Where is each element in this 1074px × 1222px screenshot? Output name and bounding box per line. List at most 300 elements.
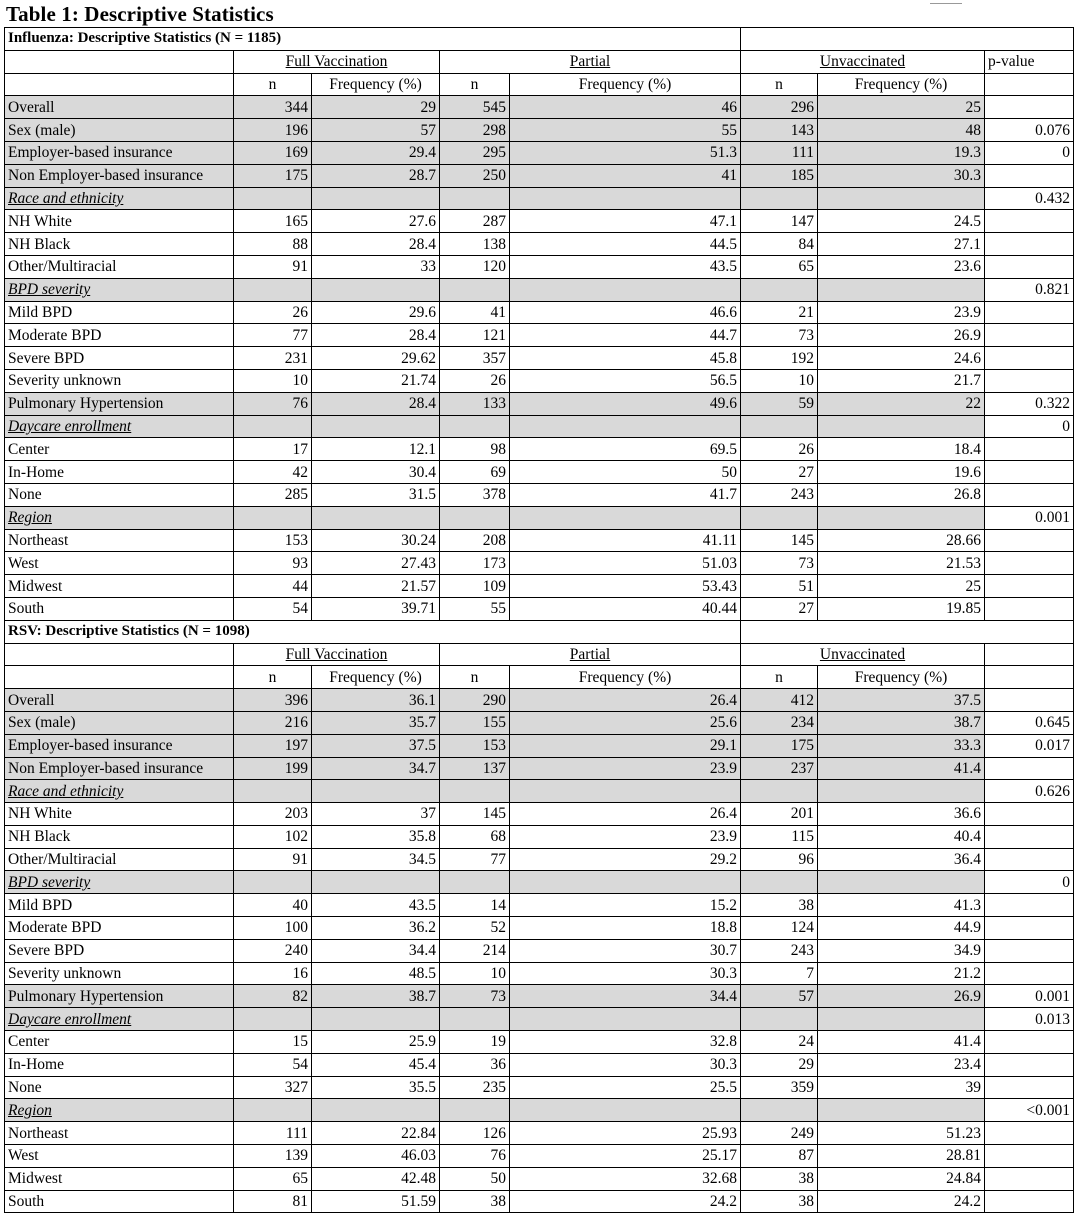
n-value: 545 xyxy=(440,96,510,119)
n-value: 357 xyxy=(440,347,510,370)
n-value: 298 xyxy=(440,119,510,142)
n-value: 73 xyxy=(741,324,818,347)
frequency-value: 46.03 xyxy=(312,1145,440,1168)
frequency-value: 34.4 xyxy=(312,939,440,962)
frequency-value: 36.2 xyxy=(312,917,440,940)
n-value: 133 xyxy=(440,392,510,415)
frequency-header: Frequency (%) xyxy=(312,666,440,689)
row-label: In-Home xyxy=(5,1053,234,1076)
frequency-value: 30.3 xyxy=(510,1053,741,1076)
n-value: 19 xyxy=(440,1031,510,1054)
p-value: 0.001 xyxy=(985,985,1074,1008)
table-row xyxy=(5,711,1074,734)
frequency-value: 40.44 xyxy=(510,597,741,620)
n-value: 73 xyxy=(440,985,510,1008)
frequency-value: 38.7 xyxy=(818,711,985,734)
n-value xyxy=(234,187,312,210)
table-row xyxy=(5,871,1074,894)
frequency-value xyxy=(510,871,741,894)
p-value xyxy=(985,347,1074,370)
n-value: 231 xyxy=(234,347,312,370)
p-value xyxy=(985,552,1074,575)
table-row xyxy=(5,1008,1074,1031)
frequency-value: 23.9 xyxy=(510,825,741,848)
frequency-value: 25 xyxy=(818,575,985,598)
row-label: None xyxy=(5,483,234,506)
frequency-value: 23.9 xyxy=(510,757,741,780)
frequency-value: 28.81 xyxy=(818,1145,985,1168)
frequency-value: 30.7 xyxy=(510,939,741,962)
frequency-value: 46 xyxy=(510,96,741,119)
n-value: 121 xyxy=(440,324,510,347)
n-value: 68 xyxy=(440,825,510,848)
frequency-value: 48.5 xyxy=(312,962,440,985)
n-value: 201 xyxy=(741,803,818,826)
table-row xyxy=(5,985,1074,1008)
n-value: 51 xyxy=(741,575,818,598)
p-value xyxy=(985,483,1074,506)
frequency-value: 24.2 xyxy=(818,1190,985,1213)
row-label: In-Home xyxy=(5,461,234,484)
frequency-value: 51.59 xyxy=(312,1190,440,1213)
frequency-value: 29.6 xyxy=(312,301,440,324)
n-value xyxy=(234,506,312,529)
n-value xyxy=(234,780,312,803)
p-value xyxy=(985,1145,1074,1168)
row-label: Other/Multiracial xyxy=(5,848,234,871)
n-value xyxy=(741,278,818,301)
n-value: 16 xyxy=(234,962,312,985)
frequency-value: 36.1 xyxy=(312,689,440,712)
column-header-row xyxy=(5,73,1074,96)
table-row xyxy=(5,324,1074,347)
frequency-value: 34.7 xyxy=(312,757,440,780)
frequency-value: 41.7 xyxy=(510,483,741,506)
p-value xyxy=(985,894,1074,917)
n-value: 192 xyxy=(741,347,818,370)
p-value xyxy=(985,233,1074,256)
n-value xyxy=(440,1008,510,1031)
n-value: 285 xyxy=(234,483,312,506)
frequency-value: 29.62 xyxy=(312,347,440,370)
frequency-value: 49.6 xyxy=(510,392,741,415)
row-label: Daycare enrollment xyxy=(5,415,234,438)
n-value: 296 xyxy=(741,96,818,119)
frequency-value: 28.7 xyxy=(312,164,440,187)
table-row xyxy=(5,369,1074,392)
frequency-value: 50 xyxy=(510,461,741,484)
p-value xyxy=(985,301,1074,324)
frequency-value: 51.3 xyxy=(510,141,741,164)
frequency-value: 19.6 xyxy=(818,461,985,484)
table-row xyxy=(5,894,1074,917)
row-label: Sex (male) xyxy=(5,711,234,734)
frequency-value: 35.5 xyxy=(312,1076,440,1099)
p-value xyxy=(985,1053,1074,1076)
frequency-value: 34.4 xyxy=(510,985,741,1008)
frequency-value: 41.3 xyxy=(818,894,985,917)
frequency-value xyxy=(510,1008,741,1031)
table-cell xyxy=(5,73,234,96)
n-value: 115 xyxy=(741,825,818,848)
frequency-value xyxy=(818,187,985,210)
n-value xyxy=(234,278,312,301)
n-value: 21 xyxy=(741,301,818,324)
n-value: 65 xyxy=(741,255,818,278)
n-value xyxy=(234,871,312,894)
table-row xyxy=(5,392,1074,415)
frequency-value: 39.71 xyxy=(312,597,440,620)
p-value: 0.432 xyxy=(985,187,1074,210)
n-value xyxy=(741,506,818,529)
n-value xyxy=(440,780,510,803)
frequency-value: 18.8 xyxy=(510,917,741,940)
n-value: 54 xyxy=(234,597,312,620)
frequency-value: 51.03 xyxy=(510,552,741,575)
n-value: 87 xyxy=(741,1145,818,1168)
n-value: 169 xyxy=(234,141,312,164)
n-value: 139 xyxy=(234,1145,312,1168)
p-value xyxy=(985,575,1074,598)
full-vaccination-header: Full Vaccination xyxy=(234,643,440,666)
n-value xyxy=(440,1099,510,1122)
p-value: 0 xyxy=(985,415,1074,438)
frequency-value: 23.9 xyxy=(818,301,985,324)
frequency-value xyxy=(818,780,985,803)
p-value xyxy=(985,1076,1074,1099)
frequency-value: 38.7 xyxy=(312,985,440,1008)
p-value: 0.322 xyxy=(985,392,1074,415)
n-value: 38 xyxy=(741,1167,818,1190)
n-value: 243 xyxy=(741,483,818,506)
n-value: 145 xyxy=(741,529,818,552)
frequency-value: 23.6 xyxy=(818,255,985,278)
frequency-value: 34.5 xyxy=(312,848,440,871)
p-value xyxy=(985,461,1074,484)
frequency-value: 39 xyxy=(818,1076,985,1099)
frequency-value: 29 xyxy=(312,96,440,119)
p-value xyxy=(985,757,1074,780)
frequency-value: 15.2 xyxy=(510,894,741,917)
n-value xyxy=(234,1008,312,1031)
frequency-value: 27.1 xyxy=(818,233,985,256)
p-value xyxy=(985,803,1074,826)
p-value: <0.001 xyxy=(985,1099,1074,1122)
frequency-value: 25.93 xyxy=(510,1122,741,1145)
n-value: 38 xyxy=(741,894,818,917)
table-row xyxy=(5,529,1074,552)
full-vaccination-header: Full Vaccination xyxy=(234,50,440,73)
n-value: 344 xyxy=(234,96,312,119)
frequency-value: 41 xyxy=(510,164,741,187)
n-value: 124 xyxy=(741,917,818,940)
row-label: NH Black xyxy=(5,233,234,256)
p-value xyxy=(985,96,1074,119)
table-row xyxy=(5,803,1074,826)
frequency-value: 26.4 xyxy=(510,689,741,712)
row-label: Midwest xyxy=(5,1167,234,1190)
n-value: 76 xyxy=(440,1145,510,1168)
frequency-value: 56.5 xyxy=(510,369,741,392)
n-header: n xyxy=(234,73,312,96)
row-label: West xyxy=(5,552,234,575)
frequency-value: 21.2 xyxy=(818,962,985,985)
frequency-value: 43.5 xyxy=(510,255,741,278)
table-cell xyxy=(741,620,1074,643)
n-value xyxy=(741,871,818,894)
frequency-value: 51.23 xyxy=(818,1122,985,1145)
table-row xyxy=(5,825,1074,848)
frequency-value: 18.4 xyxy=(818,438,985,461)
frequency-value: 45.4 xyxy=(312,1053,440,1076)
p-value: 0.626 xyxy=(985,780,1074,803)
row-label: South xyxy=(5,1190,234,1213)
row-label: NH Black xyxy=(5,825,234,848)
table-row xyxy=(5,96,1074,119)
p-value xyxy=(985,210,1074,233)
frequency-value xyxy=(510,1099,741,1122)
n-value: 41 xyxy=(440,301,510,324)
n-value: 26 xyxy=(234,301,312,324)
n-header: n xyxy=(440,73,510,96)
frequency-value: 29.1 xyxy=(510,734,741,757)
n-header: n xyxy=(234,666,312,689)
n-value: 378 xyxy=(440,483,510,506)
p-value: 0 xyxy=(985,871,1074,894)
n-value: 44 xyxy=(234,575,312,598)
row-label: Northeast xyxy=(5,1122,234,1145)
descriptive-statistics-table xyxy=(4,27,1074,1213)
frequency-value: 21.74 xyxy=(312,369,440,392)
n-value: 29 xyxy=(741,1053,818,1076)
n-header: n xyxy=(741,73,818,96)
frequency-value: 44.9 xyxy=(818,917,985,940)
row-label: Center xyxy=(5,1031,234,1054)
row-label: Sex (male) xyxy=(5,119,234,142)
frequency-value: 35.8 xyxy=(312,825,440,848)
row-label: Moderate BPD xyxy=(5,324,234,347)
n-header: n xyxy=(440,666,510,689)
frequency-value xyxy=(312,871,440,894)
frequency-value xyxy=(312,1099,440,1122)
table-row xyxy=(5,1145,1074,1168)
table-row xyxy=(5,1122,1074,1145)
n-value: 96 xyxy=(741,848,818,871)
table-row xyxy=(5,506,1074,529)
p-value xyxy=(985,369,1074,392)
n-value: 208 xyxy=(440,529,510,552)
n-value: 65 xyxy=(234,1167,312,1190)
frequency-value: 25.9 xyxy=(312,1031,440,1054)
row-label: Daycare enrollment xyxy=(5,1008,234,1031)
frequency-value: 29.4 xyxy=(312,141,440,164)
frequency-value: 33.3 xyxy=(818,734,985,757)
frequency-value xyxy=(818,278,985,301)
table-cell xyxy=(5,50,234,73)
frequency-value: 25.5 xyxy=(510,1076,741,1099)
frequency-value xyxy=(312,278,440,301)
row-label: Severe BPD xyxy=(5,939,234,962)
p-value: 0 xyxy=(985,141,1074,164)
n-value: 216 xyxy=(234,711,312,734)
p-value: 0.001 xyxy=(985,506,1074,529)
n-value: 203 xyxy=(234,803,312,826)
table-row xyxy=(5,780,1074,803)
frequency-value: 55 xyxy=(510,119,741,142)
n-value: 40 xyxy=(234,894,312,917)
frequency-value: 26.4 xyxy=(510,803,741,826)
frequency-value xyxy=(312,415,440,438)
frequency-value xyxy=(818,871,985,894)
n-value: 185 xyxy=(741,164,818,187)
frequency-value: 27.6 xyxy=(312,210,440,233)
table-row xyxy=(5,1031,1074,1054)
n-value: 38 xyxy=(741,1190,818,1213)
table-row xyxy=(5,1190,1074,1213)
row-label: Employer-based insurance xyxy=(5,734,234,757)
n-value: 249 xyxy=(741,1122,818,1145)
p-value xyxy=(985,848,1074,871)
row-label: Moderate BPD xyxy=(5,917,234,940)
row-label: Overall xyxy=(5,689,234,712)
frequency-value xyxy=(510,415,741,438)
p-value xyxy=(985,529,1074,552)
n-value: 91 xyxy=(234,848,312,871)
section-title: RSV: Descriptive Statistics (N = 1098) xyxy=(5,620,741,643)
row-label: Employer-based insurance xyxy=(5,141,234,164)
frequency-value: 26.9 xyxy=(818,324,985,347)
frequency-value: 23.4 xyxy=(818,1053,985,1076)
frequency-value: 27.43 xyxy=(312,552,440,575)
n-value: 73 xyxy=(741,552,818,575)
row-label: NH White xyxy=(5,210,234,233)
frequency-value: 30.24 xyxy=(312,529,440,552)
frequency-value: 24.84 xyxy=(818,1167,985,1190)
frequency-value: 43.5 xyxy=(312,894,440,917)
frequency-value xyxy=(312,780,440,803)
n-value: 76 xyxy=(234,392,312,415)
row-label: Center xyxy=(5,438,234,461)
table-cell xyxy=(985,643,1074,666)
n-value: 50 xyxy=(440,1167,510,1190)
frequency-value: 21.7 xyxy=(818,369,985,392)
table-row xyxy=(5,438,1074,461)
frequency-value: 40.4 xyxy=(818,825,985,848)
p-value: 0.645 xyxy=(985,711,1074,734)
n-value: 327 xyxy=(234,1076,312,1099)
n-value: 359 xyxy=(741,1076,818,1099)
row-label: Pulmonary Hypertension xyxy=(5,392,234,415)
n-value: 138 xyxy=(440,233,510,256)
table-cell xyxy=(5,666,234,689)
group-header-row xyxy=(5,643,1074,666)
n-value: 81 xyxy=(234,1190,312,1213)
frequency-value xyxy=(312,187,440,210)
frequency-value: 44.7 xyxy=(510,324,741,347)
n-value: 10 xyxy=(234,369,312,392)
p-value xyxy=(985,917,1074,940)
row-label: Non Employer-based insurance xyxy=(5,757,234,780)
frequency-header: Frequency (%) xyxy=(510,666,741,689)
section-title: Influenza: Descriptive Statistics (N = 1185) xyxy=(5,28,741,51)
section-title-row xyxy=(5,28,1074,51)
frequency-value: 28.4 xyxy=(312,392,440,415)
n-value: 36 xyxy=(440,1053,510,1076)
n-value: 82 xyxy=(234,985,312,1008)
frequency-value: 25.6 xyxy=(510,711,741,734)
table-row xyxy=(5,233,1074,256)
row-label: Northeast xyxy=(5,529,234,552)
partial-header: Partial xyxy=(440,643,741,666)
row-label: Race and ethnicity xyxy=(5,780,234,803)
n-value xyxy=(741,415,818,438)
frequency-value: 41.4 xyxy=(818,757,985,780)
frequency-value: 28.4 xyxy=(312,324,440,347)
frequency-value: 19.3 xyxy=(818,141,985,164)
n-value: 98 xyxy=(440,438,510,461)
n-value: 234 xyxy=(741,711,818,734)
n-value: 111 xyxy=(741,141,818,164)
row-label: Overall xyxy=(5,96,234,119)
n-value xyxy=(741,780,818,803)
n-value: 240 xyxy=(234,939,312,962)
frequency-value xyxy=(818,1008,985,1031)
n-value: 26 xyxy=(741,438,818,461)
n-value: 120 xyxy=(440,255,510,278)
frequency-value: 37.5 xyxy=(312,734,440,757)
column-header-row xyxy=(5,666,1074,689)
row-label: Severity unknown xyxy=(5,369,234,392)
table-row xyxy=(5,415,1074,438)
row-label: None xyxy=(5,1076,234,1099)
table-row xyxy=(5,278,1074,301)
n-value: 237 xyxy=(741,757,818,780)
row-label: Region xyxy=(5,506,234,529)
n-value: 175 xyxy=(741,734,818,757)
n-value: 143 xyxy=(741,119,818,142)
frequency-header: Frequency (%) xyxy=(818,666,985,689)
section-title-row xyxy=(5,620,1074,643)
n-value: 109 xyxy=(440,575,510,598)
frequency-value: 22 xyxy=(818,392,985,415)
frequency-value: 53.43 xyxy=(510,575,741,598)
n-value: 54 xyxy=(234,1053,312,1076)
frequency-value: 28.4 xyxy=(312,233,440,256)
n-value: 199 xyxy=(234,757,312,780)
partial-header: Partial xyxy=(440,50,741,73)
frequency-value: 32.8 xyxy=(510,1031,741,1054)
frequency-value: 57 xyxy=(312,119,440,142)
p-value: 0.821 xyxy=(985,278,1074,301)
frequency-value: 26.9 xyxy=(818,985,985,1008)
n-value xyxy=(440,187,510,210)
frequency-value: 24.6 xyxy=(818,347,985,370)
n-value: 250 xyxy=(440,164,510,187)
frequency-value: 24.5 xyxy=(818,210,985,233)
frequency-value: 44.5 xyxy=(510,233,741,256)
table-row xyxy=(5,1053,1074,1076)
n-value: 165 xyxy=(234,210,312,233)
frequency-value: 34.9 xyxy=(818,939,985,962)
table-row xyxy=(5,575,1074,598)
p-value xyxy=(985,825,1074,848)
n-value: 93 xyxy=(234,552,312,575)
unvaccinated-header: Unvaccinated xyxy=(741,50,985,73)
p-value: 0.013 xyxy=(985,1008,1074,1031)
n-value: 10 xyxy=(440,962,510,985)
frequency-value xyxy=(818,506,985,529)
frequency-value: 37.5 xyxy=(818,689,985,712)
